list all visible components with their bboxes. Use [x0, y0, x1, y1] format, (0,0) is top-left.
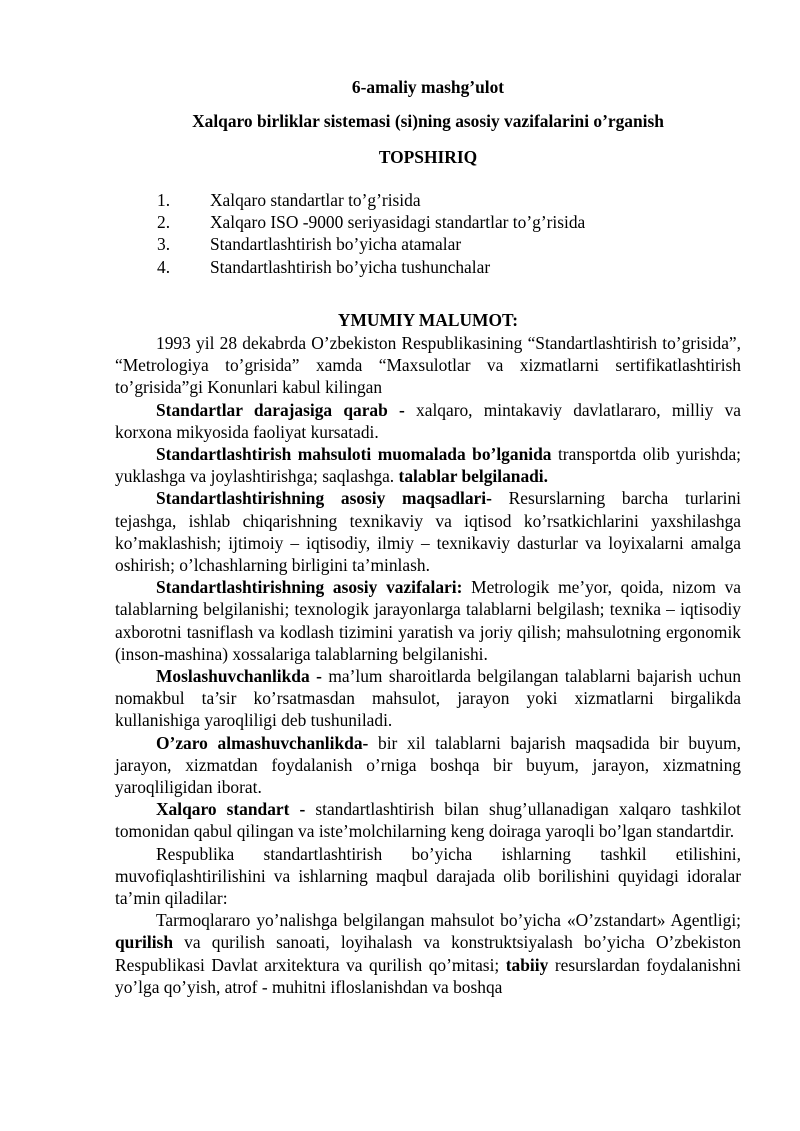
term-bold: Xalqaro standart -	[156, 799, 306, 820]
term-bold: Standartlashtirishning asosiy vazifalari:	[156, 577, 463, 598]
paragraph-standard-levels: Standartlar darajasiga qarab - xalqaro, mintakaviy davlatlararo, milliy va korxona mikyosida faoliyat kursatadi.	[115, 399, 742, 442]
task-text: Xalqaro standartlar to’g’risida	[210, 190, 421, 210]
task-number: 4.	[157, 256, 171, 277]
task-text: Standartlashtirish bo’yicha tushunchalar	[210, 256, 491, 277]
term-bold: talablar belgilanadi.	[398, 466, 548, 487]
term-bold: Standartlashtirish mahsuloti muomalada bo’lganida	[156, 444, 552, 465]
term-bold: Standartlashtirishning asosiy maqsadlari-	[156, 488, 492, 509]
paragraph-compatibility: Moslashuvchanlikda - ma’lum sharoitlarda belgilangan talablarni bajarish uchun nomakbul ta’sir ko’rsatmasdan mahsulot, jarayon yoki xizmatlarni birgalikda kullanishiga yaroqliligi deb tushuniladi.	[115, 666, 742, 731]
task-text: Standartlashtirish bo’yicha atamalar	[210, 234, 462, 255]
paragraph-tasks: Standartlashtirishning asosiy vazifalari: Metrologik me’yor, qoida, nizom va talablarning belgilanishi; texnologik jarayonlarga talablarni belgilash; texnika – iqtisodiy axborotni tasniflash va kodlash tizimini yaratish va joriy qilish; mahsulotning ergonomik (inson-mashina) xossalariga talablarning belgilanishi.	[115, 577, 741, 664]
task-number: 1.	[157, 190, 171, 210]
task-number: 3.	[157, 234, 171, 255]
paragraph-law-adoption: 1993 yil 28 dekabrda O’zbekiston Respublikasining “Standartlashtirish to’grisida”, “Metrologiya to’grisida” xamda “Maxsulotlar va xizmatlarni sertifikatlashtirish to’grisida”gi Konunlari kabul kilingan	[115, 333, 741, 398]
task-text: Xalqaro ISO -9000 seriyasidagi standartlar to’g’risida	[210, 212, 586, 233]
task-heading: TOPSHIRIQ	[378, 147, 478, 167]
paragraph-goals: Standartlashtirishning asosiy maqsadlari- Resurslarning barcha turlarini tejashga, ishlab chiqarishning texnikaviy va iqtisod ko’rsatkichlarini yaxshilashga ko’maklashish; ijtimoiy – iqtisodiy, ilmiy – texnikaviy dasturlar va loyixalarni amalga oshirish; o’lchashlarning birligini ta’minlash.	[115, 488, 742, 576]
body-text	[115, 332, 741, 998]
task-item	[157, 233, 585, 255]
paragraph-agencies: Tarmoqlararo yo’nalishga belgilangan mahsulot bo’yicha «O’zstandart» Agentligi; qurilish va qurilish sanoati, loyihalash va konstruktsiyalash bo’yicha O’zbekiston Respublikasi Davlat arxitektura va qurilish qo’mitasi; tabiiy resurslardan foydalanishni yo’lga qo’yish, atrof - muhitni ifloslanishdan va boshqa	[115, 910, 741, 997]
term-bold: qurilish	[115, 932, 173, 953]
term-bold: O’zaro almashuvchanlikda-	[156, 732, 369, 753]
paragraph-interchangeability: O’zaro almashuvchanlikda- bir xil talablarni bajarish maqsadida bir buyum, jarayon, xizmatdan foydalanish o’rniga boshqa bir buyum, jarayon, xizmatning yaroqliligidan iborat.	[115, 732, 741, 798]
page-subtitle: Xalqaro birliklar sistemasi (si)ning asosiy vazifalarini o’rganish	[192, 111, 664, 131]
term-bold: Moslashuvchanlikda -	[156, 666, 322, 687]
task-list	[157, 189, 585, 278]
term-bold: Standartlar darajasiga qarab -	[156, 399, 405, 420]
paragraph-circulation: Standartlashtirish mahsuloti muomalada bo’lganida transportda olib yurishda; yuklashga va joylashtirishga; saqlashga. talablar belgilanadi.	[115, 444, 741, 487]
paragraph-international-standard: Xalqaro standart - standartlashtirish bilan shug’ullanadigan xalqaro tashkilot tomonidan qabul qilingan va iste’molchilarning keng doiraga yaroqli bo’lgan standartdir.	[115, 799, 741, 842]
paragraph-authorities: Respublika standartlashtirish bo’yicha ishlarning tashkil etilishini, muvofiqlashtirilishini va ishlarning maqbul darajada olib borilishini quyidagi idoralar ta’min qiladilar:	[115, 843, 741, 909]
term-bold: tabiiy	[505, 954, 549, 975]
task-item	[157, 211, 585, 233]
task-number: 2.	[157, 212, 171, 233]
task-item	[157, 256, 585, 278]
page-title: 6-amaliy mashg’ulot	[351, 77, 505, 97]
section-heading: YMUMIY MALUMOT:	[337, 310, 519, 330]
task-item	[157, 189, 585, 211]
